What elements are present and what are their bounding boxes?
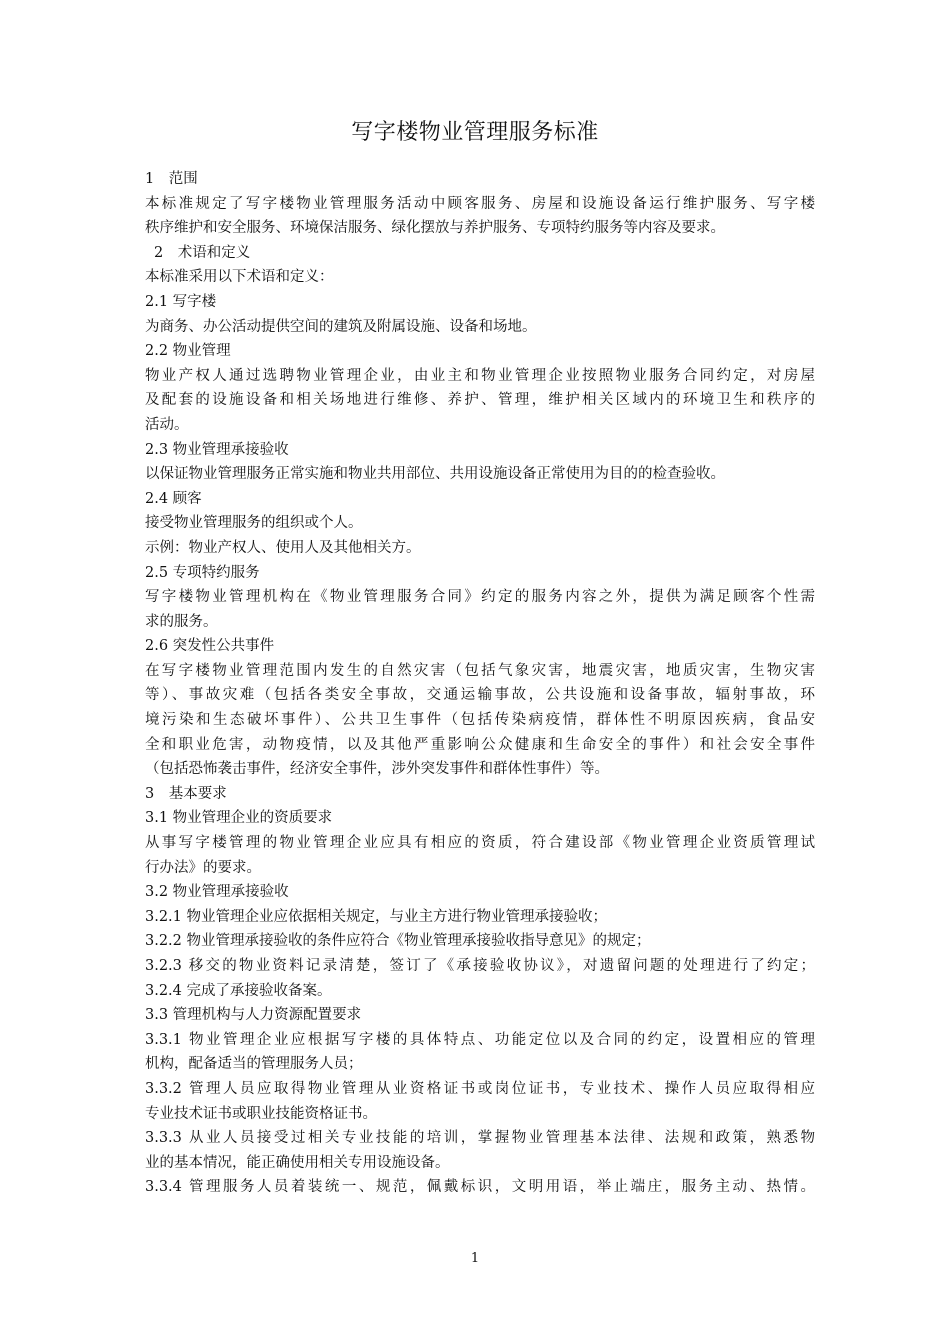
document-body xyxy=(145,167,815,1200)
paragraph-line: 为商务、办公活动提供空间的建筑及附属设施、设备和场地。 xyxy=(145,318,537,335)
clause-line: 3.3.3 从业人员接受过相关专业技能的培训，掌握物业管理基本法律、法规和政策，熟悉物 xyxy=(145,1130,815,1147)
paragraph-line: 以保证物业管理服务正常实施和物业共用部位、共用设施设备正常使用为目的的检查验收。 xyxy=(145,466,725,483)
subsection-heading: 2.3 物业管理承接验收 xyxy=(145,441,289,458)
paragraph-line: 本标准规定了写字楼物业管理服务活动中顾客服务、房屋和设施设备运行维护服务、写字楼 xyxy=(145,195,815,212)
paragraph-line: 及配套的设施设备和相关场地进行维修、养护、管理，维护相关区域内的环境卫生和秩序的 xyxy=(145,392,815,409)
clause-line: 3.3.4 管理服务人员着装统一、规范，佩戴标识，文明用语，举止端庄，服务主动、热情。 xyxy=(145,1179,815,1196)
paragraph-line: 等）、事故灾难（包括各类安全事故，交通运输事故，公共设施和设备事故，辐射事故，环 xyxy=(145,687,815,704)
paragraph-line: 求的服务。 xyxy=(145,613,218,630)
paragraph-line: 在写字楼物业管理范围内发生的自然灾害（包括气象灾害，地震灾害，地质灾害，生物灾害 xyxy=(145,662,815,679)
paragraph-line: 秩序维护和安全服务、环境保洁服务、绿化摆放与养护服务、专项特约服务等内容及要求。 xyxy=(145,220,725,237)
page-number: 1 xyxy=(470,1251,480,1266)
clause-line: 业的基本情况，能正确使用相关专用设施设备。 xyxy=(145,1154,450,1171)
paragraph-line: 行办法》的要求。 xyxy=(145,859,261,876)
clause-line: 3.2.2 物业管理承接验收的条件应符合《物业管理承接验收指导意见》的规定； xyxy=(145,933,651,950)
paragraph-line: 活动。 xyxy=(145,416,189,433)
paragraph-line: 全和职业危害，动物疫情，以及其他严重影响公众健康和生命安全的事件）和社会安全事件 xyxy=(145,736,815,753)
subsection-heading: 2.2 物业管理 xyxy=(145,343,231,360)
clause-line: 3.3.1 物业管理企业应根据写字楼的具体特点、功能定位以及合同的约定，设置相应的管理 xyxy=(145,1031,815,1048)
paragraph-line: 接受物业管理服务的组织或个人。 xyxy=(145,515,363,532)
paragraph-line: 从事写字楼管理的物业管理企业应具有相应的资质，符合建设部《物业管理企业资质管理试 xyxy=(145,835,815,852)
clause-line: 3.2.3 移交的物业资料记录清楚，签订了《承接验收协议》，对遗留问题的处理进行了约定； xyxy=(145,958,815,974)
clause-line: 机构，配备适当的管理服务人员； xyxy=(145,1056,363,1073)
subsection-heading: 2.1 写字楼 xyxy=(145,293,217,310)
subsection-heading: 2.6 突发性公共事件 xyxy=(145,638,275,655)
section-heading: 3 基本要求 xyxy=(145,785,227,802)
subsection-heading: 3.2 物业管理承接验收 xyxy=(145,884,289,901)
section-heading: 2 术语和定义 xyxy=(154,244,251,261)
subsection-heading: 2.5 专项特约服务 xyxy=(145,564,260,581)
clause-line: 3.2.4 完成了承接验收备案。 xyxy=(145,982,332,999)
clause-line: 3.3.2 管理人员应取得物业管理从业资格证书或岗位证书，专业技术、操作人员应取得相应 xyxy=(145,1080,815,1097)
clause-line: 专业技术证书或职业技能资格证书。 xyxy=(145,1105,377,1122)
document-title: 写字楼物业管理服务标准 xyxy=(351,120,599,145)
subsection-heading: 3.3 管理机构与人力资源配置要求 xyxy=(145,1007,362,1024)
paragraph-line: 本标准采用以下术语和定义： xyxy=(145,269,334,286)
paragraph-line: 物业产权人通过选聘物业管理企业，由业主和物业管理企业按照物业服务合同约定，对房屋 xyxy=(145,367,815,384)
section-heading: 1 范围 xyxy=(145,171,198,187)
paragraph-line: 示例：物业产权人、使用人及其他相关方。 xyxy=(145,539,421,556)
paragraph-line: （包括恐怖袭击事件，经济安全事件，涉外突发事件和群体性事件）等。 xyxy=(145,761,609,778)
paragraph-line: 写字楼物业管理机构在《物业管理服务合同》约定的服务内容之外，提供为满足顾客个性需 xyxy=(145,589,815,606)
subsection-heading: 2.4 顾客 xyxy=(145,490,202,507)
subsection-heading: 3.1 物业管理企业的资质要求 xyxy=(145,810,333,827)
paragraph-line: 境污染和生态破坏事件）、公共卫生事件（包括传染病疫情，群体性不明原因疾病，食品安 xyxy=(145,712,815,729)
clause-line: 3.2.1 物业管理企业应依据相关规定，与业主方进行物业管理承接验收； xyxy=(145,908,608,925)
